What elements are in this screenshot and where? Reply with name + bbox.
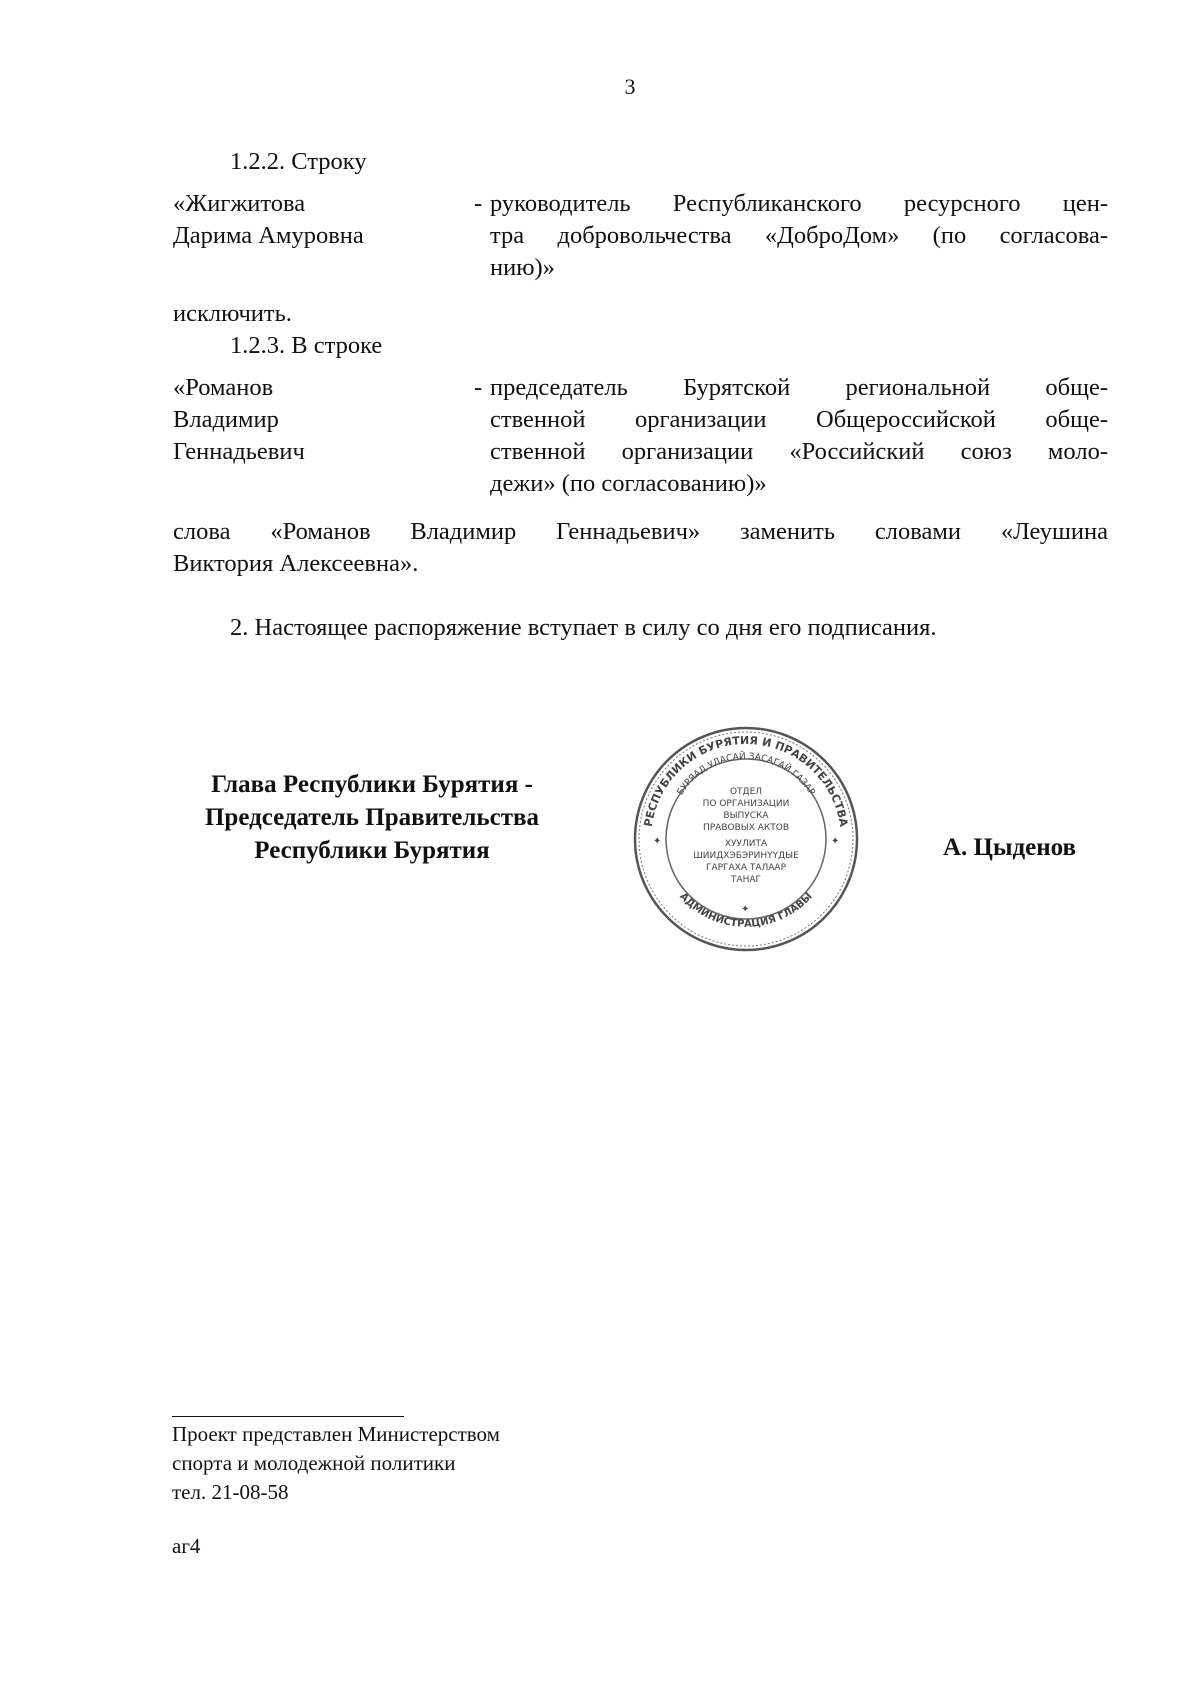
replace-line: слова «Романов Владимир Геннадьевич» заменить словами «Леушина	[173, 518, 1108, 545]
desc-line: тра добровольчества «ДоброДом» (по согласова-	[490, 222, 1108, 249]
stamp-center-line: ВЫПУСКА	[723, 811, 769, 821]
footnote-line: Проект представлен Министерством	[172, 1422, 500, 1446]
stamp-center-line: ХУУЛИТА	[724, 839, 768, 849]
item-1-2-2-action: исключить.	[173, 300, 292, 327]
signatory-name: А. Цыденов	[943, 834, 1077, 861]
dash: -	[474, 374, 483, 401]
footnote	[172, 1420, 500, 1507]
stamp-outer-bottom-text: АДМИНИСТРАЦИЯ ГЛАВЫ	[677, 891, 815, 930]
desc-line: руководитель Республиканского ресурсного цен-	[490, 190, 1108, 217]
item-2: 2. Настоящее распоряжение вступает в силу со дня его подписания.	[230, 614, 937, 641]
item-1-2-2-heading: 1.2.2. Строку	[230, 148, 367, 175]
desc-line: нию)»	[490, 254, 555, 281]
replace-line: Виктория Алексеевна».	[173, 550, 419, 577]
stamp-center-line: ГАРГАХА ТАЛААР	[705, 863, 787, 873]
signature-title-line: Глава Республики Бурятия -	[211, 771, 533, 798]
stamp-star-icon: ✦	[831, 836, 840, 847]
name-line: Владимир	[173, 406, 279, 433]
item-1-2-3-description	[490, 372, 1108, 500]
stamp-star-icon: ✦	[653, 836, 662, 847]
signature-title	[162, 768, 582, 867]
stamp-center-line: ПРАВОВЫХ АКТОВ	[702, 823, 790, 833]
signature-title-line: Председатель Правительства	[204, 804, 540, 831]
desc-line: председатель Бурятской региональной обще-	[490, 374, 1108, 401]
stamp-center-line: ПО ОРГАНИЗАЦИИ	[702, 799, 790, 809]
footnote-line: тел. 21-08-58	[172, 1480, 289, 1504]
name-line: Геннадьевич	[173, 438, 305, 465]
desc-line: ственной организации «Российский союз моло-	[490, 438, 1108, 465]
page-number: 3	[624, 74, 636, 99]
document-code: аг4	[172, 1534, 201, 1558]
stamp-center-line: ОТДЕЛ	[729, 787, 763, 797]
stamp-center-line: ТАНАГ	[730, 875, 762, 885]
name-line: «Романов	[173, 374, 274, 401]
stamp-inner-top-text: БУРЯАД УЛАСАЙ ЗАСАГАЙ ГАЗАР	[675, 751, 817, 798]
stamp-outer-top-text: РЕСПУБЛИКИ БУРЯТИЯ И ПРАВИТЕЛЬСТВА	[641, 733, 851, 828]
official-stamp	[631, 724, 861, 954]
name-line: Дарима Амуровна	[173, 222, 364, 249]
item-1-2-3-replacement	[173, 516, 1108, 580]
footnote-divider	[172, 1416, 404, 1417]
item-1-2-2-name	[173, 188, 463, 252]
stamp-star-icon: ✦	[741, 904, 750, 915]
item-1-2-3-name	[173, 372, 463, 468]
item-1-2-2-description	[490, 188, 1108, 284]
dash: -	[474, 190, 483, 217]
stamp-center-line: ШИИДХЭБЭРИНҮҮДЫЕ	[693, 851, 799, 861]
item-1-2-3-heading: 1.2.3. В строке	[230, 332, 383, 359]
desc-line: ственной организации Общероссийской обще-	[490, 406, 1108, 433]
signature-title-line: Республики Бурятия	[254, 837, 490, 864]
footnote-line: спорта и молодежной политики	[172, 1451, 456, 1475]
desc-line: дежи» (по согласованию)»	[490, 470, 767, 497]
name-line: «Жигжитова	[173, 190, 306, 217]
